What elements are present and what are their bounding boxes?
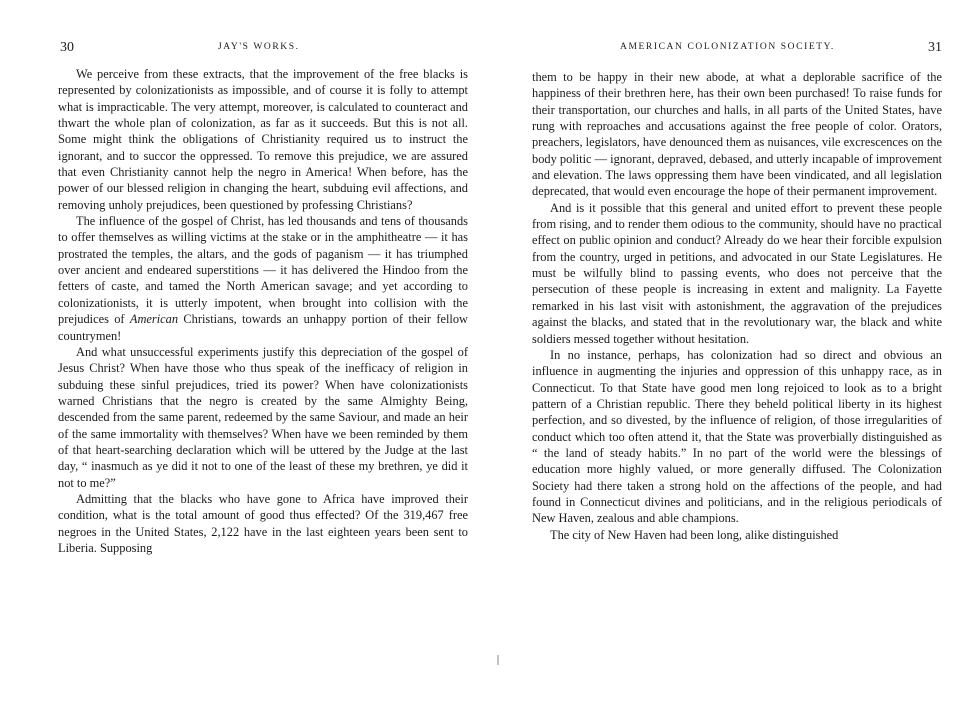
right-running-title: AMERICAN COLONIZATION SOCIETY. — [620, 42, 835, 52]
left-paragraph-1: We perceive from these extracts, that the improvement of the free blacks is represented by colonizationists as impossible, and of course it is folly to attempt what is impracticable. The very attempt, moreover, is calculated to counteract and thwart the whole plan of colonization, as far as it succeeds. But this is not all. Some might think the obligations of Christianity required us to instruct the ignorant, and to succor the oppressed. To remove this prejudice, we are assured that even Christianity cannot help the negro in America! When before, has the power of our blessed religion in changing the heart, subduing evil affections, and removing unholy prejudices, been questioned by professing Christians? — [58, 67, 468, 212]
left-running-head — [58, 40, 468, 56]
right-paragraph-1: them to be happy in their new abode, at what a deplorable sacrifice of the happiness of their brethren here, has their own been purchased! To raise funds for their transportation, our churches and halls, in all parts of the United States, have rung with reproaches and accusations against the free people of color. Orators, preachers, legislators, have denounced them as nuisances, vile excrescences on the body politic — ignorant, depraved, debased, and utterly incapable of improvement and elevation. The laws oppressing them have been vindicated, and all legislation deprecated, that would even encourage the hope of their permanent improvement. — [532, 70, 942, 199]
gutter-mark — [497, 655, 499, 665]
right-page — [532, 0, 942, 709]
left-paragraph-2 — [58, 213, 468, 344]
right-page-number: 31 — [928, 40, 942, 55]
right-body-text — [532, 69, 942, 543]
left-body-text — [58, 66, 468, 556]
left-paragraph-4: Admitting that the blacks who have gone to Africa have improved their condition, what is the total amount of good thus effected? Of the 319,467 free negroes in the United States, 2,122 have in the last eighteen years been sent to Liberia. Supposing — [58, 491, 468, 555]
left-paragraph-2-end: Christians, towards an unhappy portion of their fellow countrymen! — [58, 312, 469, 343]
right-paragraph-3: In no instance, perhaps, has colonization had so direct and obvious an influence in augmenting the injuries and oppression of this unhappy race, as in Connecticut. To that State have good men long rejoiced to look as to a bright pattern of a Christian republic. There they beheld political liberty in its highest perfection, and so divested, by the influence of religion, of those irregularities of conduct which too often attend it, that the State was proverbially distinguished as “ the land of steady habits.” In no part of the world were the blessings of education more highly valued, or more generally diffused. The Colonization Society had there taken a strong hold on the affections of the people, and had found in Connecticut divines and politicians, and in the religious periodicals of New Haven, zealous and able champions. — [532, 347, 942, 526]
left-paragraph-2-text: The influence of the gospel of Christ, has led thousands and tens of thousands to offer themselves as willing victims at the stake or in the amphitheatre — it has prostrated the temples, the altars, and the gods of paganism — it has triumphed over ancient and endeared superstitions — it has delivered the Hindoo from the fetters of caste, and tamed the North American savage; and yet according to colonizationists, it is utterly impotent, when brought into collision with the prejudices of — [58, 214, 468, 327]
italic-american: American — [129, 312, 179, 327]
left-page — [58, 0, 468, 709]
right-paragraph-4: The city of New Haven had been long, alike distinguished — [550, 527, 839, 542]
left-paragraph-3: And what unsuccessful experiments justify this depreciation of the gospel of Jesus Christ? When have those who thus speak of the inefficacy of religion in subduing these sinful prejudices, tried its power? When have colonizationists warned Christians that the negro is created by the same Almighty Being, descended from the same parent, redeemed by the same Saviour, and made an heir of the same immortality with themselves? When have we been reminded by them of that heart-searching declaration which will be uttered by the Judge at the last day, “ inasmuch as ye did it not to one of the least of these my brethren, ye did it not to me?” — [58, 344, 468, 490]
right-running-head — [532, 40, 942, 56]
right-paragraph-2: And is it possible that this general and united effort to prevent these people from rising, and to render them odious to the community, should have no practical effect on public opinion and conduct? Already do we hear their forcible expulsion from the country, urged in petitions, and advocated in our State Legislatures. He must be wilfully blind to passing events, who does not perceive that the persecution of these people is increasing in extent and malignity. La Fayette remarked in his last visit with astonishment, the aggravation of the prejudices against the blacks, and stated that in the revolutionary war, the black and white soldiers messed together without hesitation. — [532, 200, 942, 346]
left-page-number: 30 — [60, 40, 74, 55]
left-running-title: JAY'S WORKS. — [218, 42, 300, 52]
